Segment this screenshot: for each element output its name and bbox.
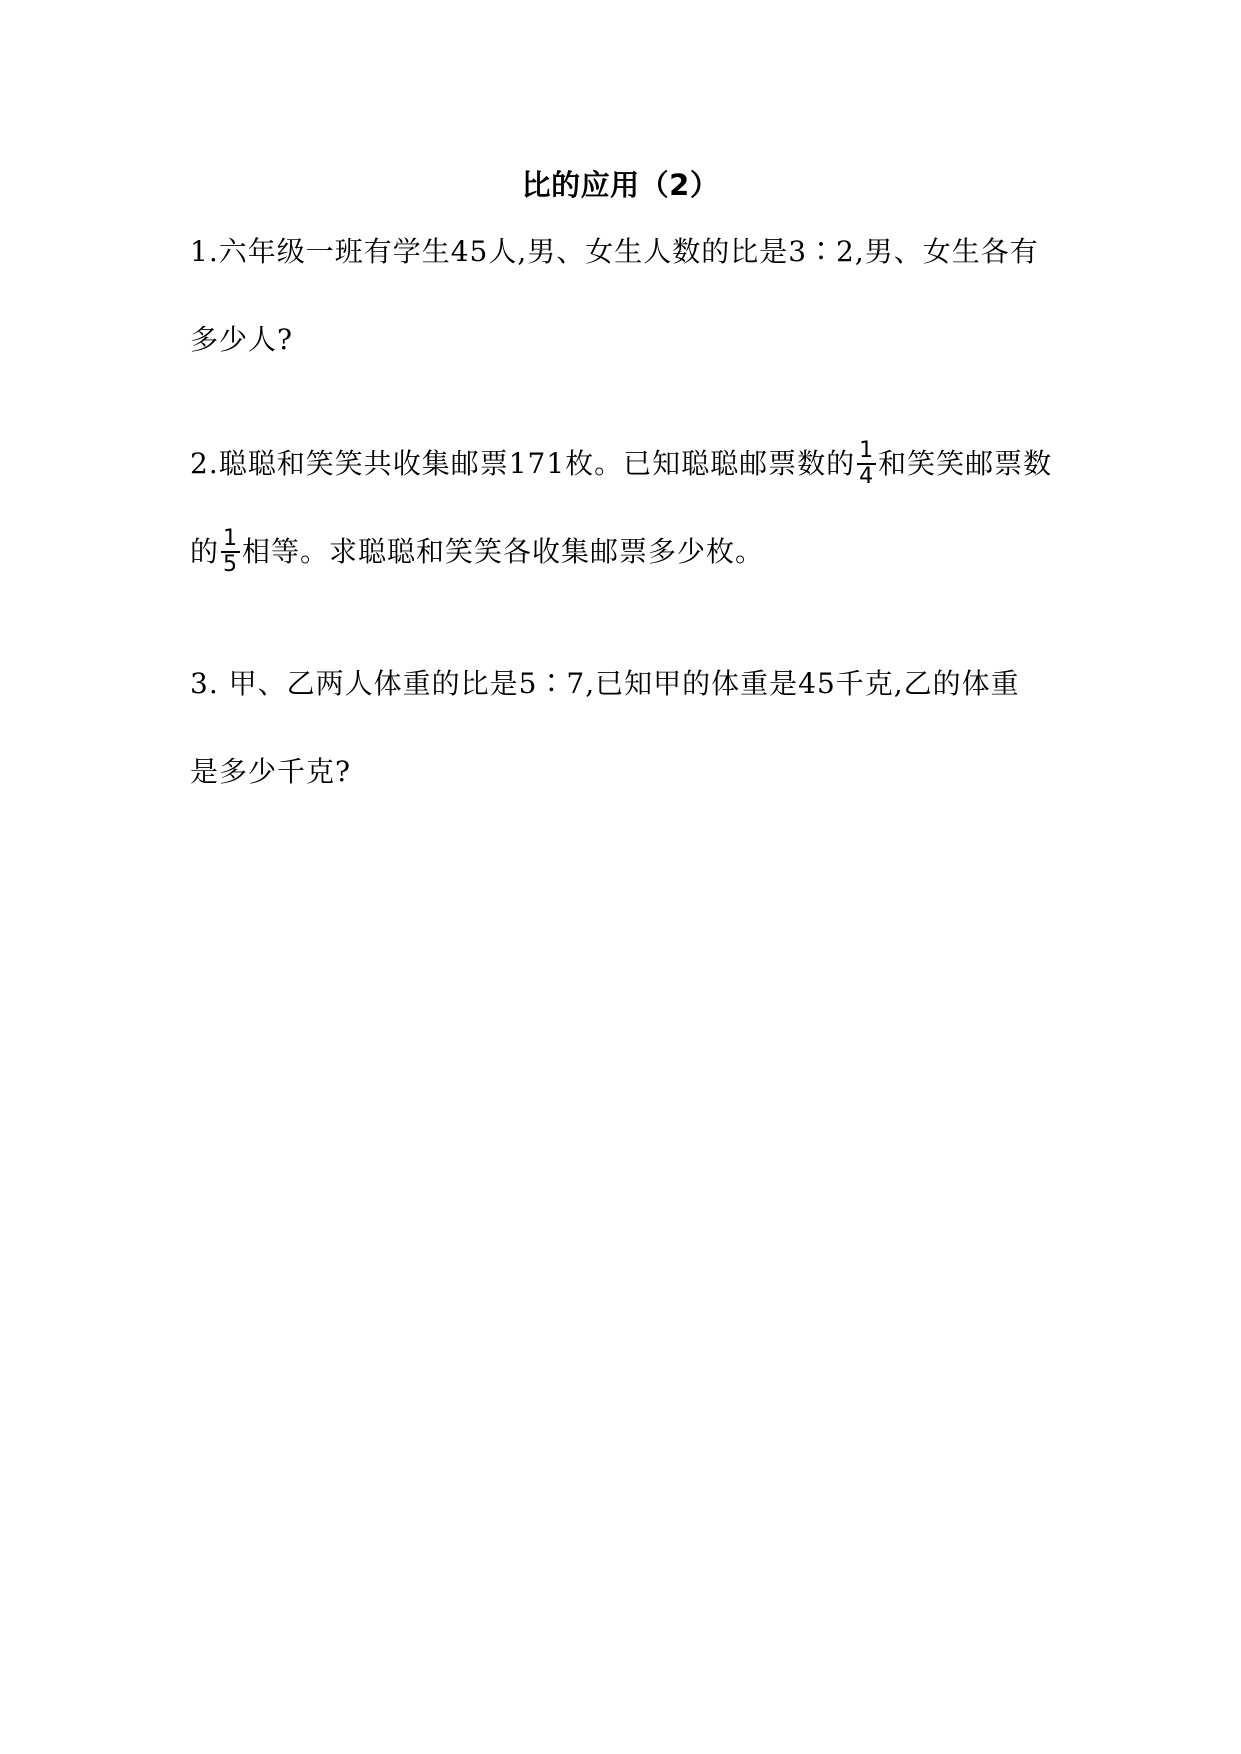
- question-2-text-1a: 2.聪聪和笑笑共收集邮票171枚。已知聪聪邮票数的: [190, 447, 856, 480]
- fraction-numerator: 1: [859, 438, 875, 463]
- fraction-denominator: 5: [223, 552, 239, 577]
- question-3-line-2: [190, 752, 1070, 792]
- question-1-line-1: [190, 232, 1070, 272]
- question-2-line-2: [190, 526, 1070, 577]
- question-2-text-2b: 相等。求聪聪和笑笑各收集邮票多少枚。: [242, 535, 765, 568]
- fraction-one-fifth: [221, 527, 240, 577]
- fraction-numerator: 1: [223, 526, 239, 551]
- question-2-text-1b: 和笑笑邮票数: [878, 447, 1053, 480]
- question-1-text-1: 1.六年级一班有学生45人,男、女生人数的比是3∶2,男、女生各有: [190, 235, 1039, 268]
- fraction-denominator: 4: [859, 464, 875, 489]
- question-2: [190, 438, 1070, 577]
- page-title: 比的应用（2）: [521, 168, 720, 202]
- question-3-text-2: 是多少千克?: [190, 755, 352, 788]
- question-3-line-1: [190, 664, 1070, 704]
- question-2-text-2a: 的: [190, 535, 220, 568]
- question-1-text-2: 多少人?: [190, 323, 294, 356]
- question-1-line-2: [190, 320, 1070, 360]
- fraction-one-quarter: [857, 439, 876, 489]
- question-3: [190, 664, 1070, 792]
- question-2-line-1: [190, 438, 1070, 489]
- question-3-text-1: 3. 甲、乙两人体重的比是5∶7,已知甲的体重是45千克,乙的体重: [190, 667, 1020, 700]
- question-1: [190, 232, 1070, 360]
